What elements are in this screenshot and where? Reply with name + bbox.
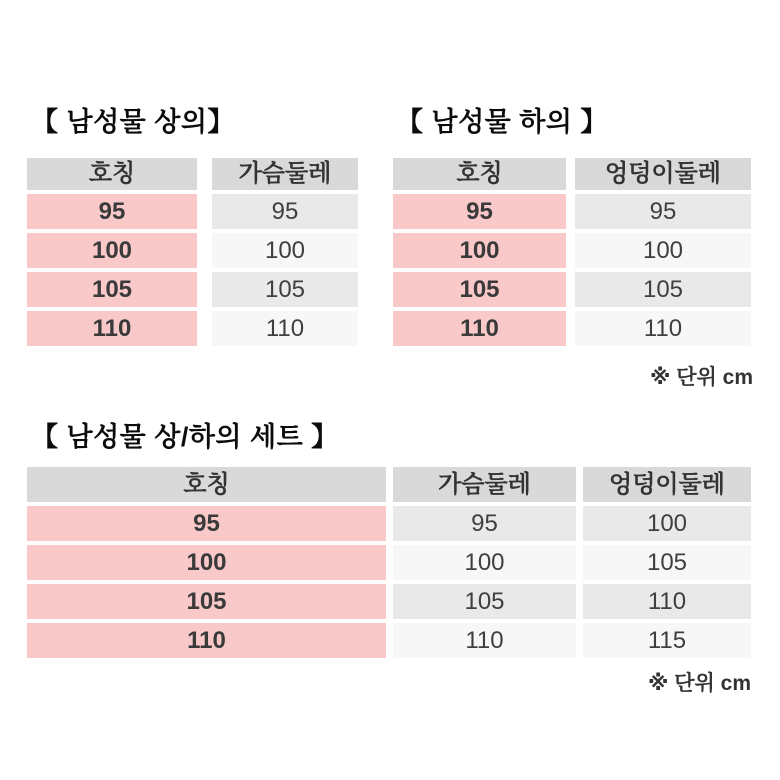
mens-bottoms-title: 【 남성물 하의 】 xyxy=(396,107,608,137)
bottoms-header-size-name: 호칭 xyxy=(393,158,566,190)
unit-note-cm: ※ 단위 cm xyxy=(647,672,751,695)
set-size-cell: 95 xyxy=(27,506,386,541)
bottoms-size-cell: 95 xyxy=(393,194,566,229)
tops-header-size-name: 호칭 xyxy=(27,158,197,190)
tops-size-cell: 105 xyxy=(27,272,197,307)
set-chest-cell: 105 xyxy=(393,584,576,619)
mens-tops-title: 【 남성물 상의】 xyxy=(31,107,235,137)
set-size-cell: 110 xyxy=(27,623,386,658)
set-header-chest: 가슴둘레 xyxy=(393,467,576,502)
set-header-size-name: 호칭 xyxy=(27,467,386,502)
mens-set-title: 【 남성물 상/하의 세트 】 xyxy=(31,422,339,452)
mens-tops-size-table xyxy=(27,158,358,346)
tops-chest-cell: 95 xyxy=(212,194,358,229)
bottoms-header-hip: 엉덩이둘레 xyxy=(575,158,751,190)
bottoms-hip-cell: 95 xyxy=(575,194,751,229)
bottoms-hip-cell: 100 xyxy=(575,233,751,268)
bottoms-hip-cell: 110 xyxy=(575,311,751,346)
tops-header-chest: 가슴둘레 xyxy=(212,158,358,190)
bottoms-size-cell: 100 xyxy=(393,233,566,268)
mens-bottoms-size-table xyxy=(393,158,751,346)
tops-size-cell: 95 xyxy=(27,194,197,229)
set-chest-cell: 110 xyxy=(393,623,576,658)
set-hip-cell: 115 xyxy=(583,623,751,658)
set-hip-cell: 100 xyxy=(583,506,751,541)
set-size-cell: 105 xyxy=(27,584,386,619)
bottoms-hip-cell: 105 xyxy=(575,272,751,307)
tops-size-cell: 110 xyxy=(27,311,197,346)
unit-note-cm: ※ 단위 cm xyxy=(649,366,753,389)
tops-chest-cell: 105 xyxy=(212,272,358,307)
tops-chest-cell: 110 xyxy=(212,311,358,346)
set-size-cell: 100 xyxy=(27,545,386,580)
bottoms-size-cell: 105 xyxy=(393,272,566,307)
set-chest-cell: 95 xyxy=(393,506,576,541)
tops-size-cell: 100 xyxy=(27,233,197,268)
set-header-hip: 엉덩이둘레 xyxy=(583,467,751,502)
tops-chest-cell: 100 xyxy=(212,233,358,268)
mens-set-size-table xyxy=(27,467,751,658)
bottoms-size-cell: 110 xyxy=(393,311,566,346)
set-hip-cell: 110 xyxy=(583,584,751,619)
set-chest-cell: 100 xyxy=(393,545,576,580)
set-hip-cell: 105 xyxy=(583,545,751,580)
